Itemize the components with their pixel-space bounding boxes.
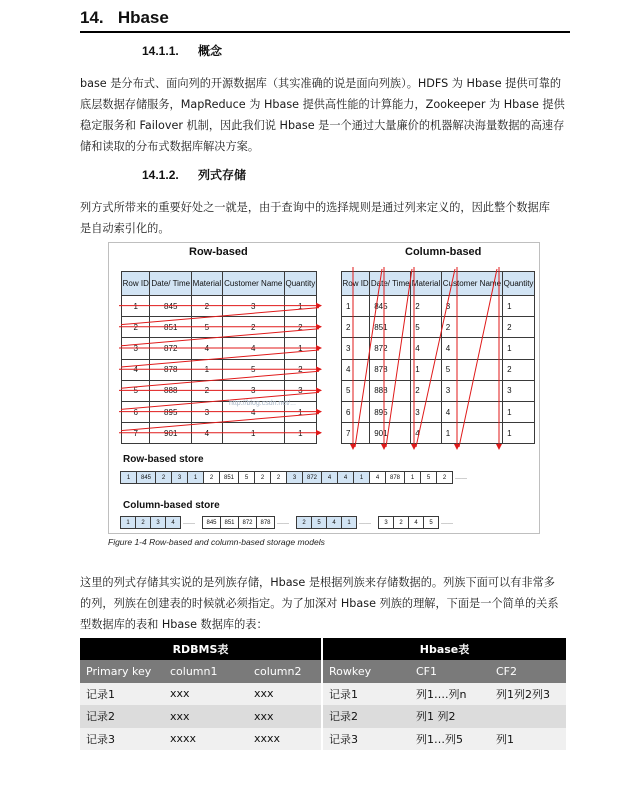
grid-cell: 1 <box>441 423 502 444</box>
grid-cell: 4 <box>441 338 502 359</box>
scan-arrows-overlay <box>109 243 541 535</box>
grid-cell: 1 <box>122 296 150 317</box>
column-store-cell: 5 <box>311 516 327 529</box>
column-store-cell: 5 <box>423 516 439 529</box>
table-cell: 记录3 <box>322 728 410 751</box>
concept-paragraph <box>80 73 572 157</box>
column-store-cell: 1 <box>341 516 357 529</box>
row-return-arrow <box>121 414 319 431</box>
ellipsis-icon: …… <box>277 519 289 526</box>
grid-cell: 895 <box>150 401 192 422</box>
column-store-cell: 872 <box>238 516 257 529</box>
grid-cell: 1 <box>503 338 535 359</box>
grid-cell: 1 <box>411 359 441 380</box>
column-return-arrow <box>386 269 412 447</box>
rdbms-table-title: RDBMS表 <box>80 638 322 660</box>
paragraph-line: 底层数据存储服务，MapReduce 为 Hbase 提供高性能的计算能力，Zookeeper 为 Hbase 提供 <box>80 98 565 111</box>
table-cell: xxxx <box>248 728 322 751</box>
row-store-cell: 1 <box>187 471 204 484</box>
grid-cell: 888 <box>370 380 411 401</box>
grid-cell: 4 <box>191 338 222 359</box>
row-store-cell: 1 <box>404 471 421 484</box>
column-header-cell: column2 <box>248 660 322 683</box>
grid-cell: 901 <box>150 423 192 444</box>
section-number: 14.1.2. <box>142 168 179 182</box>
grid-cell: 2 <box>503 317 535 338</box>
row-store-title: Row-based store <box>123 454 204 465</box>
grid-cell: 851 <box>150 317 192 338</box>
column-store-title: Column-based store <box>123 500 220 511</box>
paragraph-line: 型数据库的表和 Hbase 数据库的表： <box>80 618 268 631</box>
grid-header-cell: Date/ Time <box>150 272 192 296</box>
grid-header-cell: Quantity <box>503 272 535 296</box>
table-cell: xxx <box>164 683 248 706</box>
column-header-cell: column1 <box>164 660 248 683</box>
grid-cell: 2 <box>342 317 370 338</box>
table-cell: 记录3 <box>80 728 164 751</box>
grid-cell: 2 <box>411 296 441 317</box>
row-store-cell: 2 <box>270 471 287 484</box>
column-store-cell: 1 <box>120 516 136 529</box>
column-store-cell: 845 <box>202 516 221 529</box>
table-row <box>80 683 566 706</box>
grid-cell: 872 <box>150 338 192 359</box>
table-cell <box>490 705 566 728</box>
section-title: 列式存储 <box>198 168 247 182</box>
grid-cell: 7 <box>342 423 370 444</box>
column-store-cell: 2 <box>296 516 312 529</box>
table-cell: xxxx <box>164 728 248 751</box>
row-store-cell: 4 <box>337 471 354 484</box>
row-return-arrow <box>121 308 319 325</box>
grid-cell: 3 <box>441 296 502 317</box>
grid-cell: 4 <box>122 359 150 380</box>
grid-cell: 2 <box>284 317 316 338</box>
row-store-cell: 3 <box>286 471 303 484</box>
grid-cell: 1 <box>503 296 535 317</box>
table-cell: 列1….列n <box>410 683 490 706</box>
column-return-arrow <box>416 269 455 447</box>
column-return-arrow <box>355 269 382 447</box>
table-cell: xxx <box>248 683 322 706</box>
column-store-cell: 4 <box>165 516 181 529</box>
row-return-arrow <box>121 350 319 367</box>
ellipsis-icon: …… <box>359 519 371 526</box>
grid-cell: 845 <box>370 296 411 317</box>
grid-header-cell: Customer Name <box>441 272 502 296</box>
row-store-cell: 2 <box>436 471 453 484</box>
row-store-cell: 5 <box>420 471 437 484</box>
column-based-title: Column-based <box>405 246 482 258</box>
section-heading-concept <box>142 42 222 59</box>
grid-cell: 872 <box>370 338 411 359</box>
column-header-cell: CF2 <box>490 660 566 683</box>
paragraph-line: 是自动索引化的。 <box>80 222 170 235</box>
grid-cell: 4 <box>191 423 222 444</box>
column-store-cell: 3 <box>150 516 166 529</box>
row-return-arrow <box>121 329 319 346</box>
grid-header-cell: Quantity <box>284 272 316 296</box>
table-cell: 列1 <box>490 728 566 751</box>
grid-cell: 1 <box>284 423 316 444</box>
table-row <box>80 705 566 728</box>
storage-model-figure <box>108 242 540 534</box>
grid-cell: 1 <box>342 296 370 317</box>
grid-cell: 895 <box>370 401 411 422</box>
column-store-cell: 2 <box>135 516 151 529</box>
column-header-cell: Rowkey <box>322 660 410 683</box>
table-cell: xxx <box>248 705 322 728</box>
grid-cell: 2 <box>411 380 441 401</box>
grid-cell: 2 <box>222 317 284 338</box>
ellipsis-icon: …… <box>183 519 195 526</box>
column-header-cell: CF1 <box>410 660 490 683</box>
table-cell: 列1 列2 <box>410 705 490 728</box>
grid-cell: 3 <box>441 380 502 401</box>
grid-cell: 6 <box>342 401 370 422</box>
row-store-cell: 872 <box>302 471 322 484</box>
section-title: 概念 <box>198 44 223 58</box>
grid-cell: 3 <box>122 338 150 359</box>
table-cell: 记录2 <box>80 705 164 728</box>
paragraph-line: 这里的列式存储其实说的是列族存储，Hbase 是根据列族来存储数据的。列族下面可以有非常多 <box>80 576 555 589</box>
grid-cell: 5 <box>222 359 284 380</box>
table-cell: 记录2 <box>322 705 410 728</box>
grid-cell: 1 <box>284 338 316 359</box>
grid-cell: 2 <box>122 317 150 338</box>
grid-cell: 2 <box>441 317 502 338</box>
ellipsis-icon: …… <box>441 519 453 526</box>
table-cell: 列1列2列3 <box>490 683 566 706</box>
paragraph-line: base 是分布式、面向列的开源数据库（其实准确的说是面向列族）。HDFS 为 Hbase 提供可靠的 <box>80 77 562 90</box>
grid-cell: 1 <box>503 423 535 444</box>
grid-cell: 1 <box>191 359 222 380</box>
grid-cell: 4 <box>411 338 441 359</box>
grid-cell: 4 <box>342 359 370 380</box>
grid-cell: 2 <box>191 296 222 317</box>
grid-cell: 3 <box>191 401 222 422</box>
grid-header-cell: Material <box>411 272 441 296</box>
grid-cell: 1 <box>222 423 284 444</box>
row-store-cell: 1 <box>120 471 137 484</box>
grid-cell: 878 <box>150 359 192 380</box>
rdbms-vs-hbase-table <box>80 638 566 750</box>
grid-header-cell: Date/ Time <box>370 272 411 296</box>
row-store-cell: 2 <box>254 471 271 484</box>
grid-cell: 2 <box>191 380 222 401</box>
table-cell: xxx <box>164 705 248 728</box>
grid-cell: 1 <box>284 296 316 317</box>
row-store-cell: 1 <box>353 471 370 484</box>
row-store-cell: 851 <box>219 471 239 484</box>
grid-cell: 3 <box>503 380 535 401</box>
chapter-title: Hbase <box>117 8 169 27</box>
grid-cell: 1 <box>503 401 535 422</box>
grid-cell: 3 <box>222 296 284 317</box>
grid-cell: 4 <box>411 423 441 444</box>
grid-cell: 4 <box>441 401 502 422</box>
column-store-cell: 4 <box>326 516 342 529</box>
heading-rule <box>80 31 570 33</box>
table-row <box>80 728 566 751</box>
chapter-heading <box>80 8 570 32</box>
grid-cell: 3 <box>222 380 284 401</box>
hbase-table-title: Hbase表 <box>322 638 566 660</box>
table-cell: 列1…列5 <box>410 728 490 751</box>
grid-header-cell: Row ID <box>122 272 150 296</box>
column-header-cell: Primary key <box>80 660 164 683</box>
grid-cell: 5 <box>342 380 370 401</box>
paragraph-line: 的列，列族在创建表的时候就必须指定。为了加深对 Hbase 列族的理解，下面是一个简单的关系 <box>80 597 559 610</box>
grid-cell: 2 <box>503 359 535 380</box>
grid-cell: 878 <box>370 359 411 380</box>
column-store-cell: 878 <box>256 516 275 529</box>
paragraph-line: 列方式所带来的重要好处之一就是，由于查询中的选择规则是通过列来定义的，因此整个数据库 <box>80 201 550 214</box>
grid-cell: 5 <box>191 317 222 338</box>
grid-cell: 851 <box>370 317 411 338</box>
grid-cell: 3 <box>342 338 370 359</box>
paragraph-line: 稳定服务和 Failover 机制，因此我们说 Hbase 是一个通过大量廉价的机器解决海量数据的高速存 <box>80 119 565 132</box>
grid-cell: 4 <box>222 401 284 422</box>
grid-header-cell: Customer Name <box>222 272 284 296</box>
row-store-cell: 2 <box>155 471 172 484</box>
grid-cell: 845 <box>150 296 192 317</box>
row-store-cell: 5 <box>238 471 255 484</box>
chapter-number: 14. <box>80 8 104 27</box>
row-store-cell: 3 <box>171 471 188 484</box>
row-store-cell: 4 <box>321 471 338 484</box>
section-heading-columnar <box>142 166 246 183</box>
table-cell: 记录1 <box>322 683 410 706</box>
grid-cell: 888 <box>150 380 192 401</box>
ellipsis-icon: …… <box>455 474 467 481</box>
figure-caption: Figure 1-4 Row-based and column-based storage models <box>108 537 325 547</box>
grid-cell: 6 <box>122 401 150 422</box>
column-family-paragraph <box>80 572 572 635</box>
row-store-cell: 4 <box>369 471 386 484</box>
column-store-cell: 3 <box>378 516 394 529</box>
paragraph-line: 储和读取的分布式数据库解决方案。 <box>80 140 260 153</box>
column-store-cell: 4 <box>408 516 424 529</box>
grid-header-cell: Material <box>191 272 222 296</box>
row-store-cell: 878 <box>385 471 405 484</box>
column-store-cell: 851 <box>220 516 239 529</box>
grid-cell: 3 <box>284 380 316 401</box>
grid-cell: 4 <box>222 338 284 359</box>
grid-cell: 5 <box>122 380 150 401</box>
grid-cell: 7 <box>122 423 150 444</box>
row-store-cell: 845 <box>136 471 156 484</box>
row-return-arrow <box>121 371 319 388</box>
column-store-cell: 2 <box>393 516 409 529</box>
table-cell: 记录1 <box>80 683 164 706</box>
grid-cell: 2 <box>284 359 316 380</box>
watermark: http://blog.csdn.net/... <box>229 400 296 407</box>
row-based-title: Row-based <box>189 246 248 258</box>
columnar-paragraph <box>80 197 572 239</box>
section-number: 14.1.1. <box>142 44 179 58</box>
grid-header-cell: Row ID <box>342 272 370 296</box>
column-return-arrow <box>459 269 497 447</box>
grid-cell: 5 <box>411 317 441 338</box>
grid-cell: 901 <box>370 423 411 444</box>
grid-cell: 1 <box>284 401 316 422</box>
grid-cell: 3 <box>411 401 441 422</box>
grid-cell: 5 <box>441 359 502 380</box>
row-store-cell: 2 <box>203 471 220 484</box>
